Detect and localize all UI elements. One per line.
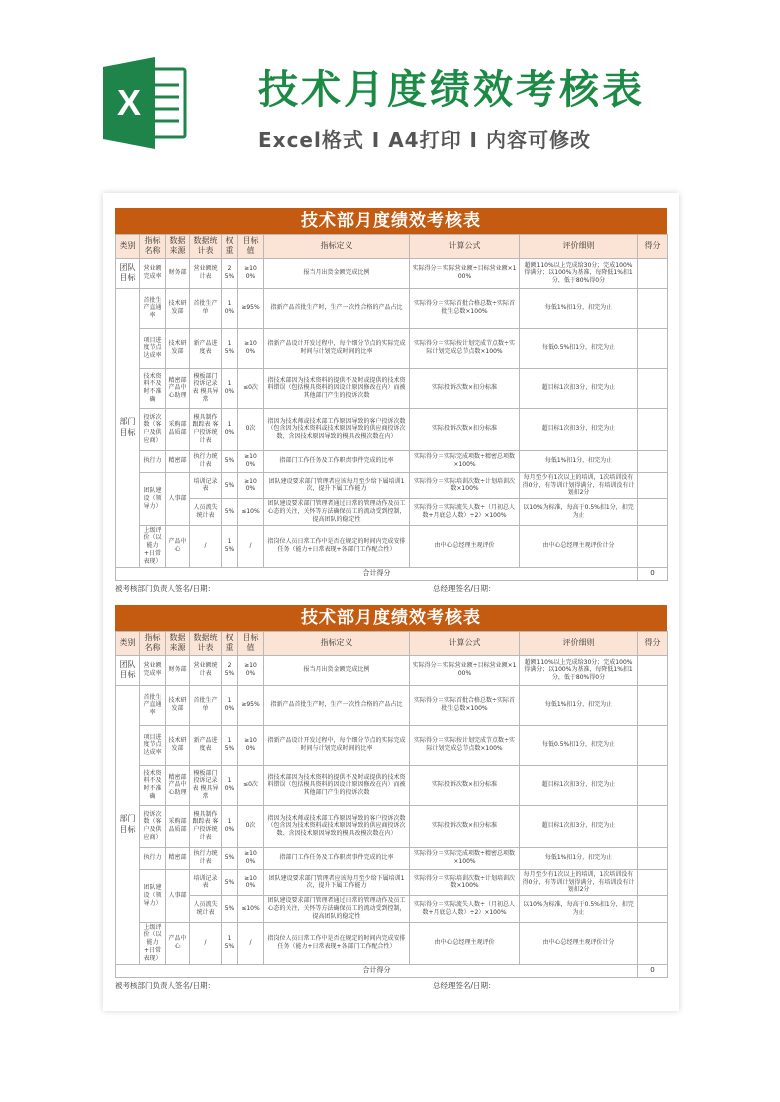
cell-target: ≥95% <box>238 685 264 725</box>
cell-weight: 10% <box>222 408 238 450</box>
col-header: 权重 <box>222 632 238 656</box>
total-score[interactable]: 0 <box>638 964 668 977</box>
col-header: 数据统计表 <box>190 632 222 656</box>
cell-formula: 实际得分＝实际培训次数÷计划培训次数×100% <box>410 472 520 498</box>
cell-weight: 10% <box>222 805 238 847</box>
cell-stat: 营业额统计表 <box>190 258 222 288</box>
cell-stat: / <box>190 525 222 567</box>
cell-source: 人事部 <box>166 472 190 525</box>
cell-definition: 报当月出货金额完成比例 <box>264 655 410 685</box>
cell-formula: 实际投诉次数×扣分标准 <box>410 408 520 450</box>
cell-score[interactable] <box>638 869 668 895</box>
cell-weight: 5% <box>222 896 238 922</box>
cell-formula: 实际投诉次数×扣分标准 <box>410 805 520 847</box>
table-row <box>116 288 668 328</box>
table-row <box>116 328 668 368</box>
cell-stat: 新产品进度表 <box>190 725 222 765</box>
cell-formula: 实际得分＝实际营业额÷目标营业额×100% <box>410 655 520 685</box>
cell-target: ≥100% <box>238 655 264 685</box>
cell-weight: 5% <box>222 499 238 525</box>
total-label: 合计得分 <box>116 567 638 580</box>
cell-definition: 指新产品设计开发过程中，每个细分节点的实际完成时间与计划完成时间的比率 <box>264 725 410 765</box>
cell-source: 技术研发部 <box>166 725 190 765</box>
cell-source: 财务部 <box>166 655 190 685</box>
cell-name: 执行力 <box>140 847 166 869</box>
cell-source: 精密部 <box>166 847 190 869</box>
cell-weight: 25% <box>222 655 238 685</box>
cell-name: 投诉次数（客户及供应商） <box>140 408 166 450</box>
cell-name: 营业额完成率 <box>140 258 166 288</box>
cell-name: 团队建设（领导力） <box>140 869 166 922</box>
column-header-row <box>116 235 668 259</box>
table-row <box>116 368 668 408</box>
cell-definition: 指部门工作任务及工作职责事件完成的比率 <box>264 450 410 472</box>
cell-stat: 培训记录表 <box>190 472 222 498</box>
total-label: 合计得分 <box>116 964 638 977</box>
cell-definition: 指新产品设计开发过程中，每个细分节点的实际完成时间与计划完成时间的比率 <box>264 328 410 368</box>
table-row <box>116 765 668 805</box>
sheet-title: 技术部月度绩效考核表 <box>115 208 667 234</box>
cell-rule: 超目标1次扣3分，扣完为止 <box>520 805 638 847</box>
cell-name: 技术资料不及时不准确 <box>140 368 166 408</box>
cell-definition: 指新产品首批生产时，生产一次性合格的产品占比 <box>264 288 410 328</box>
cell-name: 技术资料不及时不准确 <box>140 765 166 805</box>
signature-line <box>115 978 667 990</box>
cell-target: ≥100% <box>238 725 264 765</box>
total-row <box>116 567 668 580</box>
cell-source: 采购部品质部 <box>166 805 190 847</box>
cell-rule: 以10%为标准，每高于0.5%扣1分，扣完为止 <box>520 499 638 525</box>
cell-definition: 团队建设要求部门管理者应该每月至少给下属培训1次，提升下属工作能力 <box>264 472 410 498</box>
sign-manager: 总经理签名/日期： <box>433 980 496 990</box>
cell-formula: 实际得分＝实际按计划完成节点数÷实际计划完成总节点数×100% <box>410 328 520 368</box>
cell-rule: 由中心总经理主观评价计分 <box>520 922 638 964</box>
cell-stat: 模板部门投诉记录表 模具异常 <box>190 368 222 408</box>
col-header: 评价细则 <box>520 235 638 259</box>
cell-formula: 实际得分＝实际完成项数÷精密总项数×100% <box>410 450 520 472</box>
cell-stat: 执行力统计表 <box>190 450 222 472</box>
cell-rule: 超额110%以上完成给30分；完成100%得满分；以100%为基准，每降低1%扣1分，低于80%得0分 <box>520 655 638 685</box>
cell-source: 产品中心 <box>166 525 190 567</box>
page-subtitle: Excel格式 I A4打印 I 内容可修改 <box>258 128 591 152</box>
cell-source: 人事部 <box>166 869 190 922</box>
cell-definition: 指岗位人员日常工作中是否在规定的时间内完成安排任务（能力+日常表现+各部门工作配合性） <box>264 922 410 964</box>
cell-stat: 首批生产单 <box>190 288 222 328</box>
cell-definition: 指技术部因为技术资料的提供不及时或提供的技术资料错误（包括模具资料的因设计原因修改在内）而被其他部门产生的投诉次数 <box>264 368 410 408</box>
cell-stat: 模具制作跟踪表 客户投诉统计表 <box>190 805 222 847</box>
cell-definition: 指岗位人员日常工作中是否在规定的时间内完成安排任务（能力+日常表现+各部门工作配合性） <box>264 525 410 567</box>
cell-formula: 实际投诉次数×扣分标准 <box>410 765 520 805</box>
cell-stat: 执行力统计表 <box>190 847 222 869</box>
cell-score[interactable] <box>638 525 668 567</box>
cell-name: 项目进度节点达成率 <box>140 725 166 765</box>
col-header: 类别 <box>116 235 140 259</box>
cell-definition: 指新产品首批生产时，生产一次性合格的产品占比 <box>264 685 410 725</box>
cell-formula: 实际得分＝实际完成项数÷精密总项数×100% <box>410 847 520 869</box>
cell-stat: 营业额统计表 <box>190 655 222 685</box>
cell-rule: 由中心总经理主观评价计分 <box>520 525 638 567</box>
cell-formula: 实际得分＝实际流失人数÷（月初总人数+月底总人数）÷2）×100% <box>410 499 520 525</box>
cell-weight: 5% <box>222 869 238 895</box>
cell-score[interactable] <box>638 258 668 288</box>
cell-score[interactable] <box>638 655 668 685</box>
cell-definition: 指因为技术师或技术部工作原因导致的客户投诉次数（包含因为技术资料或技术原因导致的供应商投诉次数、含因技术原因导致的模具改模次数在内） <box>264 408 410 450</box>
cell-source: 精密部产品中心助理 <box>166 368 190 408</box>
cell-target: ≥95% <box>238 288 264 328</box>
cell-rule: 超目标1次扣3分，扣完为止 <box>520 408 638 450</box>
col-header: 数据来源 <box>166 235 190 259</box>
sign-manager: 总经理签名/日期： <box>433 583 496 593</box>
cell-rule: 每月至少有1次以上的培训，1次培训没有得0分，有等训计划得满分，有培训没有计划扣2分 <box>520 869 638 895</box>
cell-definition: 指部门工作任务及工作职责事件完成的比率 <box>264 847 410 869</box>
cell-definition: 指技术部因为技术资料的提供不及时或提供的技术资料错误（包括模具资料的因设计原因修改在内）而被其他部门产生的投诉次数 <box>264 765 410 805</box>
cell-stat: 新产品进度表 <box>190 328 222 368</box>
cell-target: ≥100% <box>238 472 264 498</box>
cell-name: 首批生产直通率 <box>140 685 166 725</box>
table-row <box>116 847 668 869</box>
cell-formula: 由中心总经理主观评价 <box>410 525 520 567</box>
cell-target: ≥100% <box>238 328 264 368</box>
cell-source: 技术研发部 <box>166 288 190 328</box>
table-row <box>116 725 668 765</box>
cell-stat: 首批生产单 <box>190 685 222 725</box>
table-row <box>116 896 668 922</box>
col-header: 数据来源 <box>166 632 190 656</box>
cell-source: 采购部品质部 <box>166 408 190 450</box>
assessment-sheet-2 <box>115 605 667 990</box>
cell-stat: 模具制作跟踪表 客户投诉统计表 <box>190 408 222 450</box>
cell-name: 营业额完成率 <box>140 655 166 685</box>
category-cell: 团队目标 <box>116 655 140 685</box>
cell-name: 执行力 <box>140 450 166 472</box>
total-row <box>116 964 668 977</box>
col-header: 评价细则 <box>520 632 638 656</box>
cell-weight: 15% <box>222 922 238 964</box>
cell-score[interactable] <box>638 472 668 498</box>
col-header: 类别 <box>116 632 140 656</box>
cell-score[interactable] <box>638 685 668 725</box>
table-row <box>116 472 668 498</box>
cell-stat: / <box>190 922 222 964</box>
cell-score[interactable] <box>638 922 668 964</box>
sign-assessee: 被考核部门负责人签名/日期： <box>115 583 216 593</box>
cell-definition: 团队建设要求部门管理者通过日常的管理动作及员工心态的关注，关怀等方法确保员工的流动受到控制，提高团队的稳定性 <box>264 499 410 525</box>
cell-name: 首批生产直通率 <box>140 288 166 328</box>
cell-score[interactable] <box>638 288 668 328</box>
cell-rule: 每低0.5%扣1分，扣完为止 <box>520 725 638 765</box>
category-cell: 部门目标 <box>116 685 140 964</box>
col-header: 得分 <box>638 632 668 656</box>
cell-weight: 15% <box>222 725 238 765</box>
cell-weight: 10% <box>222 765 238 805</box>
cell-weight: 10% <box>222 368 238 408</box>
cell-weight: 5% <box>222 450 238 472</box>
table-row <box>116 685 668 725</box>
cell-target: ≥100% <box>238 869 264 895</box>
assessment-table <box>115 631 668 978</box>
sheet-preview-area <box>103 193 679 1011</box>
cell-target: / <box>238 525 264 567</box>
category-cell: 部门目标 <box>116 288 140 567</box>
cell-score[interactable] <box>638 368 668 408</box>
table-row <box>116 525 668 567</box>
page-title: 技术月度绩效考核表 <box>258 67 645 113</box>
cell-rule: 每低0.5%扣1分，扣完为止 <box>520 328 638 368</box>
signature-line <box>115 581 667 593</box>
cell-formula: 实际得分＝实际营业额÷目标营业额×100% <box>410 258 520 288</box>
cell-name: 项目进度节点达成率 <box>140 328 166 368</box>
cell-definition: 团队建设要求部门管理者应该每月至少给下属培训1次，提升下属工作能力 <box>264 869 410 895</box>
cell-target: 0次 <box>238 408 264 450</box>
table-row <box>116 258 668 288</box>
cell-weight: 5% <box>222 472 238 498</box>
table-row <box>116 922 668 964</box>
cell-rule: 每月至少有1次以上的培训，1次培训没有得0分，有等训计划得满分，有培训没有计划扣2分 <box>520 472 638 498</box>
cell-score[interactable] <box>638 765 668 805</box>
assessment-table <box>115 234 668 581</box>
cell-stat: 人员流失统计表 <box>190 896 222 922</box>
col-header: 指标名称 <box>140 235 166 259</box>
cell-formula: 实际得分＝实际按计划完成节点数÷实际计划完成总节点数×100% <box>410 725 520 765</box>
col-header: 指标定义 <box>264 235 410 259</box>
cell-formula: 实际得分＝实际首批合格总数÷实际首批生总数×100% <box>410 288 520 328</box>
cell-source: 技术研发部 <box>166 328 190 368</box>
cell-target: ≥100% <box>238 847 264 869</box>
cell-formula: 实际投诉次数×扣分标准 <box>410 368 520 408</box>
cell-source: 财务部 <box>166 258 190 288</box>
col-header: 指标名称 <box>140 632 166 656</box>
assessment-sheet-1 <box>115 208 667 593</box>
category-cell: 团队目标 <box>116 258 140 288</box>
cell-name: 上级评价（以能力+日常表现） <box>140 922 166 964</box>
cell-target: / <box>238 922 264 964</box>
table-row <box>116 805 668 847</box>
cell-name: 团队建设（领导力） <box>140 472 166 525</box>
col-header: 目标值 <box>238 235 264 259</box>
cell-formula: 实际得分＝实际培训次数÷计划培训次数×100% <box>410 869 520 895</box>
cell-formula: 实际得分＝实际首批合格总数÷实际首批生总数×100% <box>410 685 520 725</box>
cell-name: 投诉次数（客户及供应商） <box>140 805 166 847</box>
cell-rule: 以10%为标准，每高于0.5%扣1分，扣完为止 <box>520 896 638 922</box>
cell-weight: 5% <box>222 847 238 869</box>
col-header: 指标定义 <box>264 632 410 656</box>
cell-weight: 25% <box>222 258 238 288</box>
sign-assessee: 被考核部门负责人签名/日期： <box>115 980 216 990</box>
table-row <box>116 869 668 895</box>
table-row <box>116 499 668 525</box>
cell-stat: 人员流失统计表 <box>190 499 222 525</box>
logo-letter: X <box>116 82 142 123</box>
cell-stat: 模板部门投诉记录表 模具异常 <box>190 765 222 805</box>
cell-name: 上级评价（以能力+日常表现） <box>140 525 166 567</box>
col-header: 得分 <box>638 235 668 259</box>
col-header: 数据统计表 <box>190 235 222 259</box>
cell-definition: 团队建设要求部门管理者通过日常的管理动作及员工心态的关注，关怀等方法确保员工的流动受到控制，提高团队的稳定性 <box>264 896 410 922</box>
cell-rule: 超目标1次扣3分，扣完为止 <box>520 368 638 408</box>
cell-weight: 10% <box>222 288 238 328</box>
sheet-title: 技术部月度绩效考核表 <box>115 605 667 631</box>
cell-weight: 15% <box>222 525 238 567</box>
cell-formula: 实际得分＝实际流失人数÷（月初总人数+月底总人数）÷2）×100% <box>410 896 520 922</box>
cell-target: ≤10% <box>238 896 264 922</box>
cell-rule: 每低1%扣1分，扣完为止 <box>520 288 638 328</box>
cell-rule: 每低1%扣1分，扣完为止 <box>520 450 638 472</box>
total-score[interactable]: 0 <box>638 567 668 580</box>
cell-rule: 每低1%扣1分，扣完为止 <box>520 847 638 869</box>
table-row <box>116 408 668 450</box>
cell-source: 精密部产品中心助理 <box>166 765 190 805</box>
cell-score[interactable] <box>638 725 668 765</box>
cell-score[interactable] <box>638 408 668 450</box>
col-header: 目标值 <box>238 632 264 656</box>
cell-rule: 每低1%扣1分，扣完为止 <box>520 685 638 725</box>
table-row <box>116 655 668 685</box>
cell-score[interactable] <box>638 896 668 922</box>
cell-weight: 15% <box>222 328 238 368</box>
col-header: 权重 <box>222 235 238 259</box>
cell-score[interactable] <box>638 805 668 847</box>
cell-source: 技术研发部 <box>166 685 190 725</box>
cell-target: ≥100% <box>238 450 264 472</box>
excel-logo-icon <box>103 57 187 149</box>
cell-score[interactable] <box>638 499 668 525</box>
cell-rule: 超目标1次扣3分，扣完为止 <box>520 765 638 805</box>
cell-target: ≤0次 <box>238 368 264 408</box>
cell-definition: 报当月出货金额完成比例 <box>264 258 410 288</box>
cell-target: ≥100% <box>238 258 264 288</box>
cell-target: ≤10% <box>238 499 264 525</box>
cell-formula: 由中心总经理主观评价 <box>410 922 520 964</box>
cell-score[interactable] <box>638 450 668 472</box>
cell-definition: 指因为技术师或技术部工作原因导致的客户投诉次数（包含因为技术资料或技术原因导致的供应商投诉次数、含因技术原因导致的模具改模次数在内） <box>264 805 410 847</box>
cell-score[interactable] <box>638 847 668 869</box>
cell-rule: 超额110%以上完成给30分；完成100%得满分；以100%为基准，每降低1%扣1分，低于80%得0分 <box>520 258 638 288</box>
col-header: 计算公式 <box>410 235 520 259</box>
cell-target: 0次 <box>238 805 264 847</box>
cell-score[interactable] <box>638 328 668 368</box>
cell-source: 产品中心 <box>166 922 190 964</box>
cell-target: ≤0次 <box>238 765 264 805</box>
cell-stat: 培训记录表 <box>190 869 222 895</box>
table-row <box>116 450 668 472</box>
cell-weight: 10% <box>222 685 238 725</box>
col-header: 计算公式 <box>410 632 520 656</box>
cell-source: 精密部 <box>166 450 190 472</box>
column-header-row <box>116 632 668 656</box>
